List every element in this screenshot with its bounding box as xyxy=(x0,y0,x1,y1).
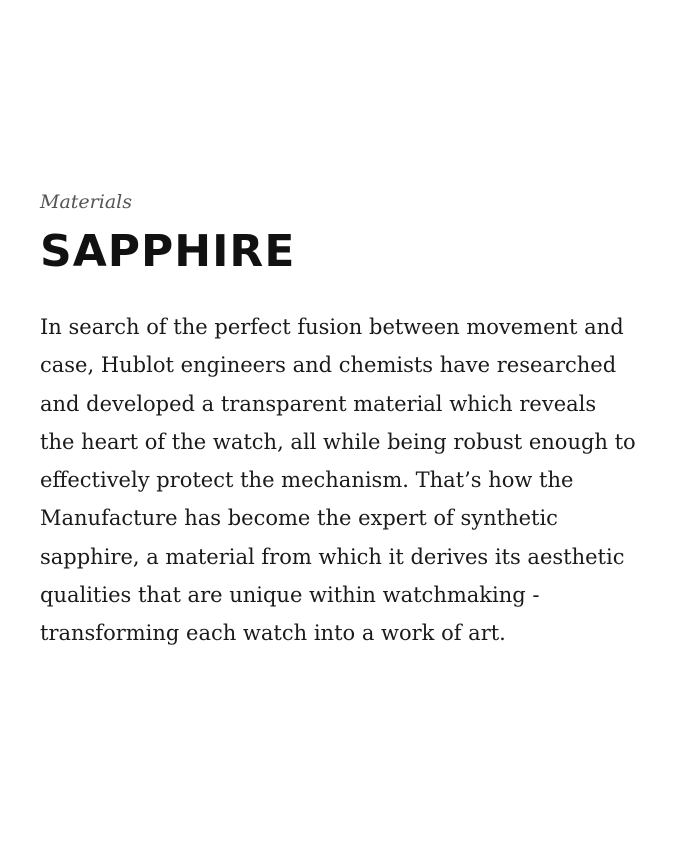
article-body: In search of the perfect fusion between movement and case, Hublot engineers and chemists have researched and developed a transparent material which reveals the heart of the watch, all while being robust enough to effectively protect the mechanism. That’s how the Manufacture has become the expert of synthetic sapphire, a material from which it derives its aesthetic qualities that are unique within watchmaking - transforming each watch into a work of art. xyxy=(40,315,636,646)
page-title: SAPPHIRE xyxy=(40,226,296,277)
category-label: Materials xyxy=(40,191,132,213)
article-section xyxy=(40,188,670,653)
